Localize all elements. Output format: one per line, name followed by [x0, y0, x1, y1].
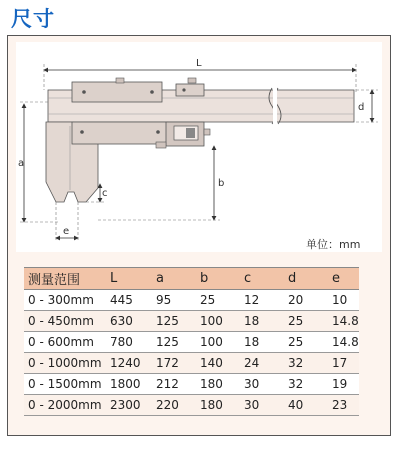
dimension-table	[24, 267, 359, 416]
cell-d: 32	[284, 353, 328, 374]
cell-e: 17	[328, 353, 359, 374]
cell-c: 24	[240, 353, 284, 374]
table-row	[24, 311, 359, 332]
cell-L: 780	[106, 332, 152, 353]
cell-b: 140	[196, 353, 240, 374]
dim-label-c: c	[102, 188, 108, 199]
cell-e: 19	[328, 374, 359, 395]
cell-L: 1800	[106, 374, 152, 395]
col-header-d: d	[284, 268, 328, 290]
cell-range: 0 - 2000mm	[24, 395, 106, 416]
dim-label-a: a	[18, 158, 25, 169]
cell-a: 172	[152, 353, 196, 374]
col-header-L: L	[106, 268, 152, 290]
table-row	[24, 332, 359, 353]
cell-b: 25	[196, 290, 240, 311]
cell-e: 10	[328, 290, 359, 311]
cell-a: 95	[152, 290, 196, 311]
table-row	[24, 353, 359, 374]
cell-a: 220	[152, 395, 196, 416]
cell-a: 125	[152, 311, 196, 332]
cell-e: 14.8	[328, 332, 359, 353]
cell-a: 125	[152, 332, 196, 353]
cell-range: 0 - 1000mm	[24, 353, 106, 374]
cell-L: 445	[106, 290, 152, 311]
cell-d: 20	[284, 290, 328, 311]
dim-label-e: e	[63, 226, 70, 237]
cell-d: 25	[284, 311, 328, 332]
cell-b: 100	[196, 311, 240, 332]
cell-d: 25	[284, 332, 328, 353]
cell-c: 30	[240, 395, 284, 416]
col-header-c: c	[240, 268, 284, 290]
table-row	[24, 290, 359, 311]
cell-range: 0 - 600mm	[24, 332, 106, 353]
dimensions-panel	[7, 35, 391, 436]
table-row	[24, 374, 359, 395]
cell-L: 630	[106, 311, 152, 332]
cell-c: 30	[240, 374, 284, 395]
cell-a: 212	[152, 374, 196, 395]
cell-e: 23	[328, 395, 359, 416]
page-title: 尺寸	[11, 7, 55, 31]
table-header-row	[24, 268, 359, 290]
col-header-b: b	[196, 268, 240, 290]
cell-d: 32	[284, 374, 328, 395]
cell-c: 18	[240, 311, 284, 332]
cell-b: 180	[196, 395, 240, 416]
col-header-e: e	[328, 268, 359, 290]
cell-d: 40	[284, 395, 328, 416]
cell-b: 100	[196, 332, 240, 353]
cell-range: 0 - 1500mm	[24, 374, 106, 395]
dim-label-d: d	[358, 102, 365, 113]
col-header-range: 测量范围	[24, 268, 106, 290]
cell-c: 18	[240, 332, 284, 353]
cell-L: 1240	[106, 353, 152, 374]
cell-range: 0 - 300mm	[24, 290, 106, 311]
caliper-dimension-drawing	[16, 42, 382, 252]
cell-e: 14.8	[328, 311, 359, 332]
col-header-a: a	[152, 268, 196, 290]
slider	[72, 122, 210, 148]
unit-note: 单位：mm	[306, 238, 361, 251]
cell-b: 180	[196, 374, 240, 395]
dim-label-L: L	[196, 58, 202, 69]
cell-c: 12	[240, 290, 284, 311]
cell-range: 0 - 450mm	[24, 311, 106, 332]
cell-L: 2300	[106, 395, 152, 416]
dim-label-b: b	[218, 178, 225, 189]
table-row	[24, 395, 359, 416]
